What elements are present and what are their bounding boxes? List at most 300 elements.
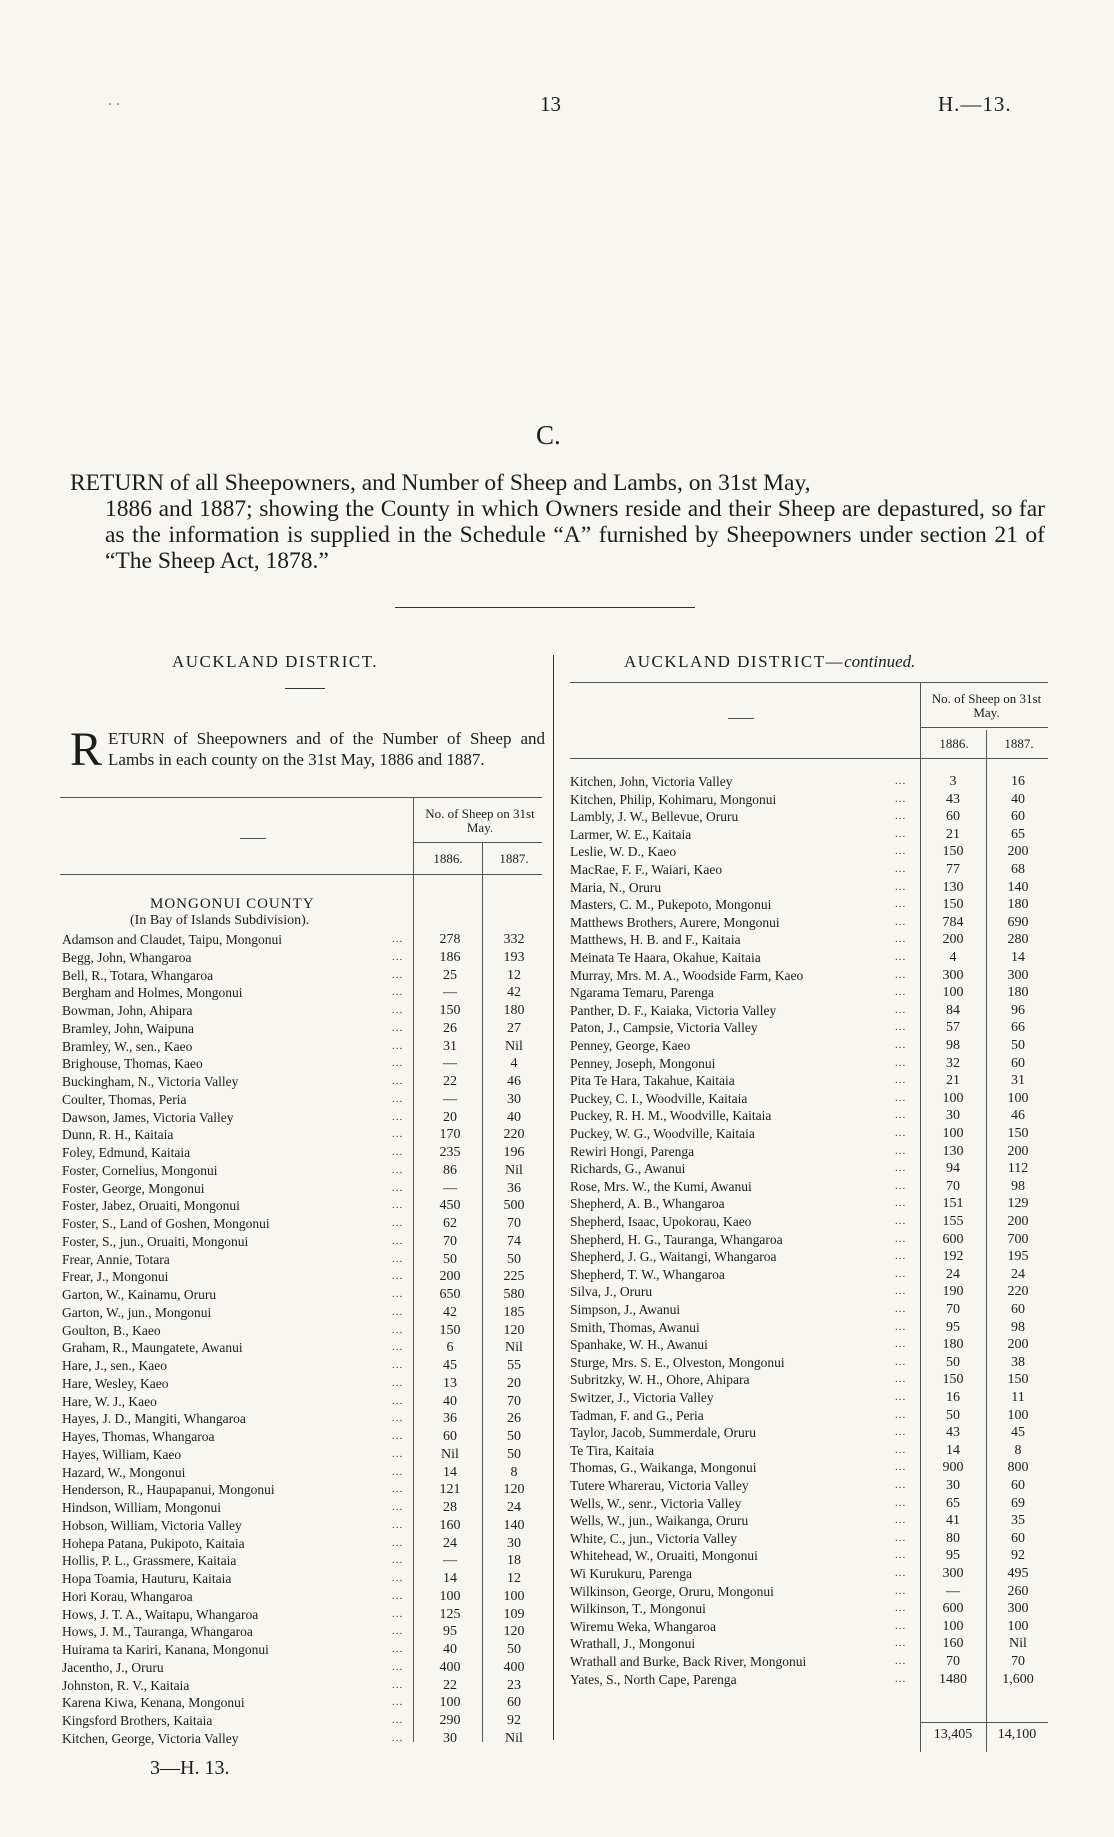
sheep-1886: 60: [443, 1429, 457, 1444]
leader-dots: ...: [392, 1696, 404, 1709]
leader-dots: ...: [895, 1637, 907, 1650]
sheep-1887: 24: [507, 1500, 521, 1515]
owner-name: Johnston, R. V., Kaitaia: [62, 1677, 190, 1693]
owner-name: Foster, S., Land of Goshen, Mongonui: [62, 1216, 270, 1231]
sheep-1886: 84: [946, 1002, 960, 1018]
owner-name: Switzer, J., Victoria Valley: [570, 1390, 714, 1405]
sheep-1886: 190: [942, 1284, 964, 1300]
right-heading-continued: continued.: [844, 652, 916, 671]
sheep-1887: 98: [1011, 1319, 1025, 1335]
left-table-row: [62, 1570, 544, 1587]
sheep-1887: 16: [1011, 774, 1025, 789]
leader-dots: ...: [392, 1021, 404, 1034]
sheep-1887: 50: [507, 1251, 521, 1267]
title-first-line: RETURN of all Sheepowners, and Number of Sheep and Lambs, on 31st May,: [70, 470, 811, 496]
left-table-row: [62, 1464, 544, 1481]
sheep-1886: 94: [946, 1161, 960, 1177]
left-table-row: [62, 1446, 544, 1463]
leader-dots: ...: [392, 1128, 404, 1141]
leader-dots: ...: [392, 1146, 404, 1158]
right-col-header: No. of Sheep on 31st May.: [931, 691, 1042, 720]
owner-name: MacRae, F. F., Waiari, Kaeo: [570, 862, 723, 877]
leader-dots: ...: [895, 1197, 907, 1210]
owner-name: Adamson and Claudet, Taipu, Mongonui: [62, 932, 283, 947]
sheep-1887: 150: [1007, 1126, 1029, 1141]
leader-dots: ...: [895, 1303, 907, 1315]
leader-dots: ...: [392, 1572, 404, 1584]
sheep-1886: 36: [443, 1411, 457, 1427]
left-table-row: [62, 931, 544, 948]
page-number: 13: [540, 92, 561, 116]
owner-name: Wiremu Weka, Whangaroa: [570, 1618, 716, 1634]
leader-dots: ...: [895, 1496, 907, 1509]
leader-dots: ...: [392, 1412, 404, 1425]
leader-dots: ...: [392, 933, 404, 945]
owner-name: Simpson, J., Awanui: [570, 1302, 681, 1317]
sheep-1887: Nil: [505, 1730, 523, 1746]
sheep-1887: 74: [507, 1233, 521, 1249]
leader-dots: ...: [895, 951, 907, 963]
right-table-row: [570, 1618, 1050, 1635]
right-table-row: [570, 1002, 1050, 1019]
sheep-1886: 100: [439, 1588, 461, 1604]
left-header-dash: [240, 838, 266, 839]
sheep-1886: 300: [942, 1566, 964, 1581]
right-header-bottom-rule: [570, 758, 1048, 759]
owner-name: Huirama ta Kariri, Kanana, Mongonui: [62, 1642, 269, 1657]
sheep-1887: 4: [510, 1056, 518, 1072]
left-table-row: [62, 1393, 544, 1410]
owner-name: Hare, J., sen., Kaeo: [62, 1358, 167, 1373]
sheep-1887: 400: [503, 1659, 525, 1675]
owner-name: Murray, Mrs. M. A., Woodside Farm, Kaeo: [570, 967, 804, 983]
sheep-1887: 12: [507, 1571, 521, 1586]
right-table-row: [570, 1143, 1050, 1160]
sheep-1887: 193: [503, 949, 525, 965]
owner-name: Yates, S., North Cape, Parenga: [570, 1671, 737, 1687]
leader-dots: ...: [895, 1267, 907, 1280]
owner-name: Kitchen, George, Victoria Valley: [62, 1730, 239, 1746]
leader-dots: ...: [895, 1021, 907, 1034]
sheep-1886: 95: [443, 1624, 457, 1640]
sheep-1887: 60: [507, 1695, 521, 1711]
right-table-row: [570, 1055, 1050, 1072]
right-table-row: [570, 914, 1050, 931]
owner-name: Henderson, R., Haupapanui, Mongonui: [62, 1482, 275, 1498]
sheep-1887: 690: [1007, 914, 1029, 930]
sheep-1887: 140: [1007, 879, 1029, 895]
left-table-row: [62, 1410, 544, 1427]
sheep-1887: Nil: [1009, 1636, 1027, 1652]
owner-name: Wells, W., jun., Waikanga, Oruru: [570, 1513, 749, 1529]
sheep-1886: 160: [942, 1636, 964, 1652]
sheep-1887: 70: [1011, 1654, 1025, 1669]
right-table-row: [570, 1213, 1050, 1230]
sheep-1886: 21: [946, 826, 960, 842]
leader-dots: ...: [392, 950, 404, 963]
sheep-1886: 130: [942, 879, 964, 895]
sheep-1886: 21: [946, 1073, 960, 1089]
owner-name: Tadman, F. and G., Peria: [570, 1407, 704, 1423]
sheep-1886: 95: [946, 1319, 960, 1335]
sheep-1887: 100: [1007, 1618, 1029, 1634]
sheep-1887: 70: [507, 1216, 521, 1231]
owner-name: Karena Kiwa, Kenana, Mongonui: [62, 1695, 245, 1711]
right-header-mid-rule: [920, 727, 1048, 728]
leader-dots: ...: [895, 915, 907, 928]
sheep-1886: 14: [443, 1571, 457, 1586]
page-title: [70, 470, 1045, 574]
right-table-row: [570, 1671, 1050, 1688]
sheep-1887: 46: [1011, 1108, 1025, 1124]
right-table-row: [570, 1248, 1050, 1265]
left-table-row: [62, 1073, 544, 1090]
owner-name: Rose, Mrs. W., the Kumi, Awanui: [570, 1178, 752, 1194]
leader-dots: ...: [392, 1163, 404, 1176]
left-col-1887: 1887.: [499, 851, 529, 866]
sheep-1886: Nil: [441, 1446, 459, 1462]
sheep-1886: 100: [942, 1618, 964, 1634]
left-district-heading: AUCKLAND DISTRICT.: [172, 652, 379, 671]
sheep-1887: 26: [507, 1411, 521, 1427]
sheep-1887: 92: [507, 1713, 521, 1728]
sheep-1887: 100: [503, 1588, 525, 1604]
left-table-row: [62, 1623, 544, 1640]
sheep-1887: 200: [1007, 1214, 1029, 1229]
owner-name: Kitchen, John, Victoria Valley: [570, 774, 733, 789]
sheep-1887: 50: [507, 1429, 521, 1444]
owner-name: Matthews Brothers, Aurere, Mongonui: [570, 914, 780, 930]
sheep-1886: 900: [942, 1460, 964, 1476]
sheep-1886: 30: [946, 1108, 960, 1124]
right-header-dash: [728, 718, 754, 719]
owner-name: Bramley, W., sen., Kaeo: [62, 1038, 193, 1054]
owner-name: Maria, N., Oruru: [570, 879, 662, 895]
owner-name: Bell, R., Totara, Whangaroa: [62, 967, 214, 983]
sheep-1887: 109: [503, 1606, 525, 1622]
sheep-1886: 65: [946, 1495, 960, 1511]
sheep-1887: 180: [1007, 897, 1029, 913]
left-table-row: [62, 1002, 544, 1019]
leader-dots: ...: [392, 1181, 404, 1194]
sheep-1886: 24: [946, 1266, 960, 1282]
owner-name: Shepherd, A. B., Whangaroa: [570, 1196, 725, 1212]
sheep-1886: —: [443, 1091, 457, 1107]
sheep-1887: 200: [1007, 1143, 1029, 1159]
right-table-row: [570, 984, 1050, 1001]
sheep-1886: 200: [942, 932, 964, 948]
leader-dots: ...: [895, 1426, 907, 1439]
owner-name: Penney, Joseph, Mongonui: [570, 1055, 716, 1071]
right-table-row: [570, 1319, 1050, 1336]
sheep-1886: 28: [443, 1500, 457, 1515]
sheep-1886: 20: [443, 1109, 457, 1125]
sheep-1886: —: [443, 1180, 457, 1196]
sheep-1887: 69: [1011, 1495, 1025, 1511]
leader-dots: ...: [392, 1341, 404, 1354]
owner-name: Puckey, R. H. M., Woodville, Kaitaia: [570, 1108, 772, 1124]
owner-name: Larmer, W. E., Kaitaia: [570, 826, 692, 842]
owner-name: Garton, W., Kainamu, Oruru: [62, 1287, 217, 1302]
owner-name: Wi Kurukuru, Parenga: [570, 1566, 693, 1581]
leader-dots: ...: [895, 968, 907, 981]
sheep-1886: 32: [946, 1055, 960, 1071]
owner-name: Wells, W., senr., Victoria Valley: [570, 1495, 742, 1511]
right-table-row: [570, 1072, 1050, 1089]
left-table-row: [62, 1251, 544, 1268]
owner-name: Ngarama Temaru, Parenga: [570, 985, 714, 1001]
sheep-1887: Nil: [505, 1162, 523, 1178]
right-table-row: [570, 1600, 1050, 1617]
leader-dots: ...: [392, 968, 404, 981]
left-table-row: [62, 1144, 544, 1161]
sheep-1887: 300: [1007, 1601, 1029, 1617]
leader-dots: ...: [392, 1057, 404, 1070]
sheep-1886: 25: [443, 967, 457, 983]
leader-dots: ...: [895, 1179, 907, 1192]
owner-name: Hohepa Patana, Pukipoto, Kaitaia: [62, 1535, 245, 1551]
sheep-1886: 170: [439, 1127, 461, 1143]
right-table-row: [570, 1354, 1050, 1371]
leader-dots: ...: [895, 1567, 907, 1579]
leader-dots: ...: [392, 1376, 404, 1389]
intro-dropcap: R: [70, 723, 103, 776]
owner-name: Hopa Toamia, Hauturu, Kaitaia: [62, 1571, 232, 1586]
sheep-1886: 16: [946, 1390, 960, 1405]
owner-name: Smith, Thomas, Awanui: [570, 1319, 700, 1335]
sheep-1886: 60: [946, 809, 960, 825]
leader-dots: ...: [392, 986, 404, 999]
sheep-1887: 70: [507, 1393, 521, 1409]
leader-dots: ...: [392, 1714, 404, 1726]
owner-name: Foster, S., jun., Oruaiti, Mongonui: [62, 1233, 249, 1249]
owner-name: Lambly, J. W., Bellevue, Oruru: [570, 809, 739, 825]
sheep-1886: 30: [946, 1478, 960, 1493]
sheep-1886: 400: [439, 1659, 461, 1675]
owner-name: Kitchen, Philip, Kohimaru, Mongonui: [570, 791, 777, 807]
owner-name: Dunn, R. H., Kaitaia: [62, 1127, 174, 1143]
sheep-1886: 62: [443, 1216, 457, 1231]
leader-dots: ...: [392, 1643, 404, 1655]
sheep-1887: 35: [1011, 1513, 1025, 1529]
sheep-1887: 40: [507, 1109, 521, 1125]
leader-dots: ...: [895, 1355, 907, 1368]
leader-dots: ...: [392, 1430, 404, 1442]
owner-name: Hayes, J. D., Mangiti, Whangaroa: [62, 1411, 246, 1427]
left-table-row: [62, 967, 544, 984]
sheep-1887: 27: [507, 1020, 521, 1036]
owner-name: White, C., jun., Victoria Valley: [570, 1530, 738, 1546]
sheep-1887: 8: [510, 1464, 518, 1480]
leader-dots: ...: [895, 1531, 907, 1544]
right-table-row: [570, 1178, 1050, 1195]
right-table-row: [570, 1424, 1050, 1441]
left-table-row: [62, 1517, 544, 1534]
sheep-1886: 650: [439, 1287, 461, 1302]
left-table-row: [62, 1020, 544, 1037]
sheep-1886: 14: [443, 1464, 457, 1480]
sheep-1887: 60: [1011, 1530, 1025, 1546]
sheep-1887: 50: [507, 1642, 521, 1657]
sheep-1886: —: [443, 1056, 457, 1072]
leader-dots: ...: [392, 1447, 404, 1460]
owner-name: Puckey, W. G., Woodville, Kaitaia: [570, 1126, 755, 1141]
left-col-header: No. of Sheep on 31st May.: [425, 806, 535, 835]
sheep-1886: 180: [942, 1337, 964, 1353]
sheep-1887: 50: [507, 1446, 521, 1462]
sheep-1886: 130: [942, 1143, 964, 1159]
sheep-1887: 68: [1011, 862, 1025, 877]
leader-dots: ...: [392, 1501, 404, 1513]
leader-dots: ...: [895, 1408, 907, 1421]
left-table-row: [62, 1659, 544, 1676]
sheep-1886: —: [443, 985, 457, 1001]
sheep-1887: 500: [503, 1198, 525, 1214]
owner-name: Richards, G., Awanui: [570, 1161, 686, 1177]
sheep-1887: 196: [503, 1145, 525, 1160]
sheep-1886: 186: [439, 949, 461, 965]
right-table-row: [570, 826, 1050, 843]
sheep-1886: 45: [443, 1358, 457, 1373]
leader-dots: ...: [895, 1056, 907, 1069]
leader-dots: ...: [895, 1584, 907, 1597]
sheep-1887: 200: [1007, 844, 1029, 860]
left-table-row: [62, 1535, 544, 1552]
sheep-1887: 46: [507, 1074, 521, 1089]
leader-dots: ...: [895, 933, 907, 946]
owner-name: Bowman, John, Ahipara: [62, 1003, 193, 1018]
sheep-1886: 95: [946, 1548, 960, 1564]
leader-dots: ...: [392, 1252, 404, 1265]
left-heading-rule: [285, 688, 325, 689]
sheep-1887: 150: [1007, 1372, 1029, 1388]
leader-dots: ...: [895, 1091, 907, 1104]
right-table-row: [570, 1019, 1050, 1036]
sheep-1887: Nil: [505, 1340, 523, 1356]
sheep-1887: 55: [507, 1358, 521, 1373]
sheep-1886: 4: [949, 950, 957, 965]
owner-name: Meinata Te Haara, Okahue, Kaitaia: [570, 950, 761, 965]
owner-name: Foster, George, Mongonui: [62, 1180, 205, 1196]
sheep-1886: 150: [439, 1003, 461, 1018]
leader-dots: ...: [895, 1549, 907, 1562]
sheep-1887: 12: [507, 967, 521, 983]
sheep-1886: 57: [946, 1020, 960, 1036]
right-heading-main: AUCKLAND DISTRICT—: [624, 652, 845, 671]
leader-dots: ...: [392, 1199, 404, 1212]
owner-name: Silva, J., Oruru: [570, 1284, 653, 1300]
leader-dots: ...: [895, 810, 907, 823]
owner-name: Paton, J., Campsie, Victoria Valley: [570, 1020, 758, 1036]
leader-dots: ...: [895, 1039, 907, 1051]
right-table-row: [570, 1477, 1050, 1494]
owner-name: Wrathall, J., Mongonui: [570, 1636, 696, 1652]
sheep-1887: 112: [1007, 1161, 1029, 1177]
leader-dots: ...: [895, 775, 907, 787]
sheep-1886: 22: [443, 1074, 457, 1089]
sheep-1886: 100: [942, 1126, 964, 1141]
sheep-1887: 129: [1007, 1196, 1029, 1212]
left-header-bottom-rule: [60, 874, 542, 875]
owner-name: Hindson, William, Mongonui: [62, 1500, 221, 1515]
right-table-row: [570, 1107, 1050, 1124]
left-table-row: [62, 1055, 544, 1072]
owner-name: Rewiri Hongi, Parenga: [570, 1143, 695, 1159]
sheep-1886: 31: [443, 1038, 457, 1054]
left-table-row: [62, 1268, 544, 1285]
sheep-1887: 20: [507, 1375, 521, 1391]
left-table-row: [62, 1481, 544, 1498]
left-col-1886: 1886.: [433, 851, 463, 866]
leader-dots: ...: [895, 1074, 907, 1087]
sheep-1887: 185: [503, 1304, 525, 1320]
sheep-1886: 70: [946, 1178, 960, 1194]
leader-dots: ...: [895, 845, 907, 858]
sheep-1887: 120: [503, 1482, 525, 1498]
sheep-1886: 450: [439, 1198, 461, 1214]
sheep-1887: 8: [1014, 1442, 1022, 1458]
sheep-1887: 45: [1011, 1425, 1025, 1441]
sheep-1886: 125: [439, 1606, 461, 1622]
sheep-1887: Nil: [505, 1038, 523, 1054]
left-table-row: [62, 1180, 544, 1197]
sheep-1887: 800: [1007, 1460, 1029, 1476]
leader-dots: ...: [895, 792, 907, 805]
right-col-1886: 1886.: [939, 736, 969, 751]
leader-dots: ...: [895, 1003, 907, 1016]
owner-name: Subritzky, W. H., Ohore, Ahipara: [570, 1372, 750, 1388]
intro-text: ETURN of Sheepowners and of the Number of Sheep and Lambs in each county on the 31st May, 1886 and 1887.: [108, 729, 545, 769]
left-table-row: [62, 1641, 544, 1658]
sheep-1886: 30: [443, 1730, 457, 1746]
sheep-1887: 23: [507, 1677, 521, 1693]
sheep-1887: 100: [1007, 1090, 1029, 1106]
leader-dots: ...: [895, 1619, 907, 1632]
owner-name: Foley, Edmund, Kaitaia: [62, 1145, 191, 1160]
right-total-rule: [920, 1722, 1048, 1723]
sheep-1887: 332: [503, 932, 525, 947]
sheep-1886: 14: [946, 1442, 960, 1458]
owner-name: Hare, W. J., Kaeo: [62, 1393, 157, 1409]
owner-name: Penney, George, Kaeo: [570, 1038, 691, 1053]
left-table-row: [62, 1215, 544, 1232]
section-letter: C.: [536, 420, 561, 450]
leader-dots: ...: [895, 1602, 907, 1615]
leader-dots: ...: [895, 1232, 907, 1245]
leader-dots: ...: [895, 898, 907, 911]
sheep-1887: 30: [507, 1091, 521, 1107]
owner-name: Coulter, Thomas, Peria: [62, 1091, 187, 1107]
sheep-1887: 495: [1007, 1566, 1029, 1581]
leader-dots: ...: [392, 1660, 404, 1673]
leader-dots: ...: [895, 1672, 907, 1685]
sheep-1887: 40: [1011, 791, 1025, 807]
owner-name: Shepherd, Isaac, Upokorau, Kaeo: [570, 1214, 752, 1229]
sheep-1886: 42: [443, 1304, 457, 1320]
total-1886: 13,405: [933, 1727, 973, 1742]
sheep-1886: 278: [439, 932, 461, 947]
leader-dots: ...: [895, 1127, 907, 1139]
left-table-row: [62, 1588, 544, 1605]
sheep-1886: 1480: [939, 1671, 967, 1687]
owner-name: Taylor, Jacob, Summerdale, Oruru: [570, 1425, 756, 1441]
owner-name: Te Tira, Kaitaia: [570, 1442, 655, 1458]
page-footer: 3—H. 13.: [150, 1757, 230, 1779]
sheep-1886: 150: [942, 897, 964, 913]
sheep-1886: 600: [942, 1601, 964, 1617]
left-table-row: [62, 1730, 544, 1747]
sheep-1886: 151: [942, 1196, 964, 1212]
